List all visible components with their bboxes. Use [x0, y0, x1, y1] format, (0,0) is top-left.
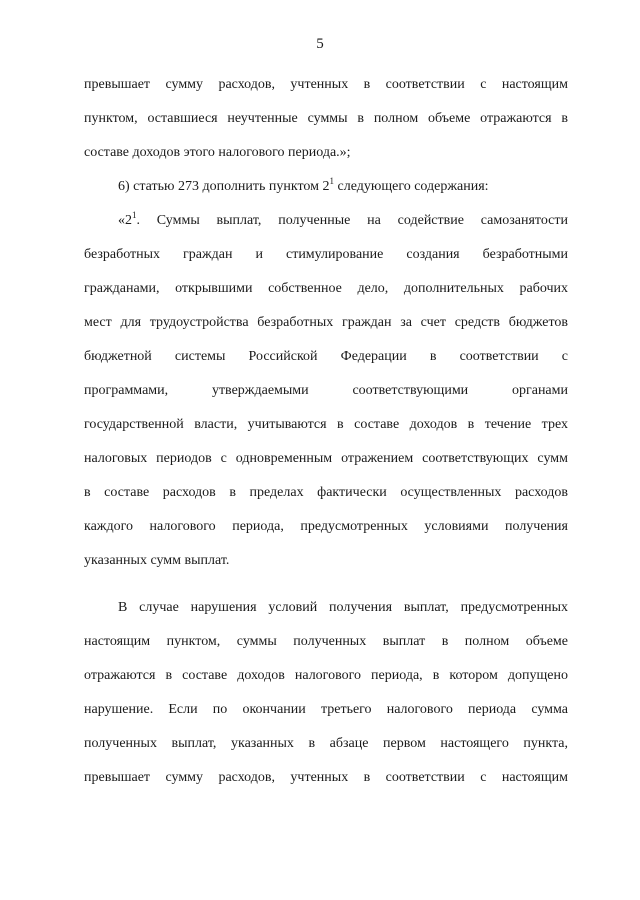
text-line: пунктом, оставшиеся неучтенные суммы в полном объеме отражаются в: [84, 111, 568, 126]
text-line: каждого налогового периода, предусмотренных условиями получения: [84, 519, 568, 534]
text-line: государственной власти, учитываются в составе доходов в течение трех: [84, 417, 568, 432]
text-fragment: 6) статью 273 дополнить пунктом 2: [118, 179, 330, 194]
paragraph-start-line: В случае нарушения условий получения выплат, предусмотренных: [118, 600, 568, 615]
text-line: превышает сумму расходов, учтенных в соответствии с настоящим: [84, 77, 568, 92]
clause-start-line: [84, 210, 568, 228]
text-line: превышает сумму расходов, учтенных в соответствии с настоящим: [84, 770, 568, 785]
amendment-item-line: [84, 176, 568, 194]
text-line: бюджетной системы Российской Федерации в соответствии с: [84, 349, 568, 364]
text-line: гражданами, открывшими собственное дело, дополнительных рабочих: [84, 281, 568, 296]
text-line: программами, утверждаемыми соответствующими органами: [84, 383, 568, 398]
superscript: 1: [132, 210, 137, 220]
text-fragment: . Суммы выплат, полученные на содействие самозанятости: [136, 213, 568, 228]
text-fragment: следующего содержания:: [334, 179, 489, 194]
document-body: [84, 78, 568, 805]
page-number: 5: [316, 36, 324, 52]
text-line: налоговых периодов с одновременным отражением соответствующих сумм: [84, 451, 568, 466]
text-line: нарушение. Если по окончании третьего налогового периода сумма: [84, 702, 568, 717]
superscript: 1: [329, 176, 335, 186]
text-line: мест для трудоустройства безработных граждан за счет средств бюджетов: [84, 315, 568, 330]
text-line: настоящим пунктом, суммы полученных выплат в полном объеме: [84, 634, 568, 649]
text-line: указанных сумм выплат.: [84, 553, 230, 568]
text-line: безработных граждан и стимулирование создания безработными: [84, 247, 568, 262]
text-line: в составе расходов в пределах фактически осуществленных расходов: [84, 485, 568, 500]
text-line: полученных выплат, указанных в абзаце первом настоящего пункта,: [84, 736, 568, 751]
text-fragment: «2: [118, 213, 132, 228]
text-line: отражаются в составе доходов налогового периода, в котором допущено: [84, 668, 568, 683]
text-line: составе доходов этого налогового периода.»;: [84, 145, 351, 160]
